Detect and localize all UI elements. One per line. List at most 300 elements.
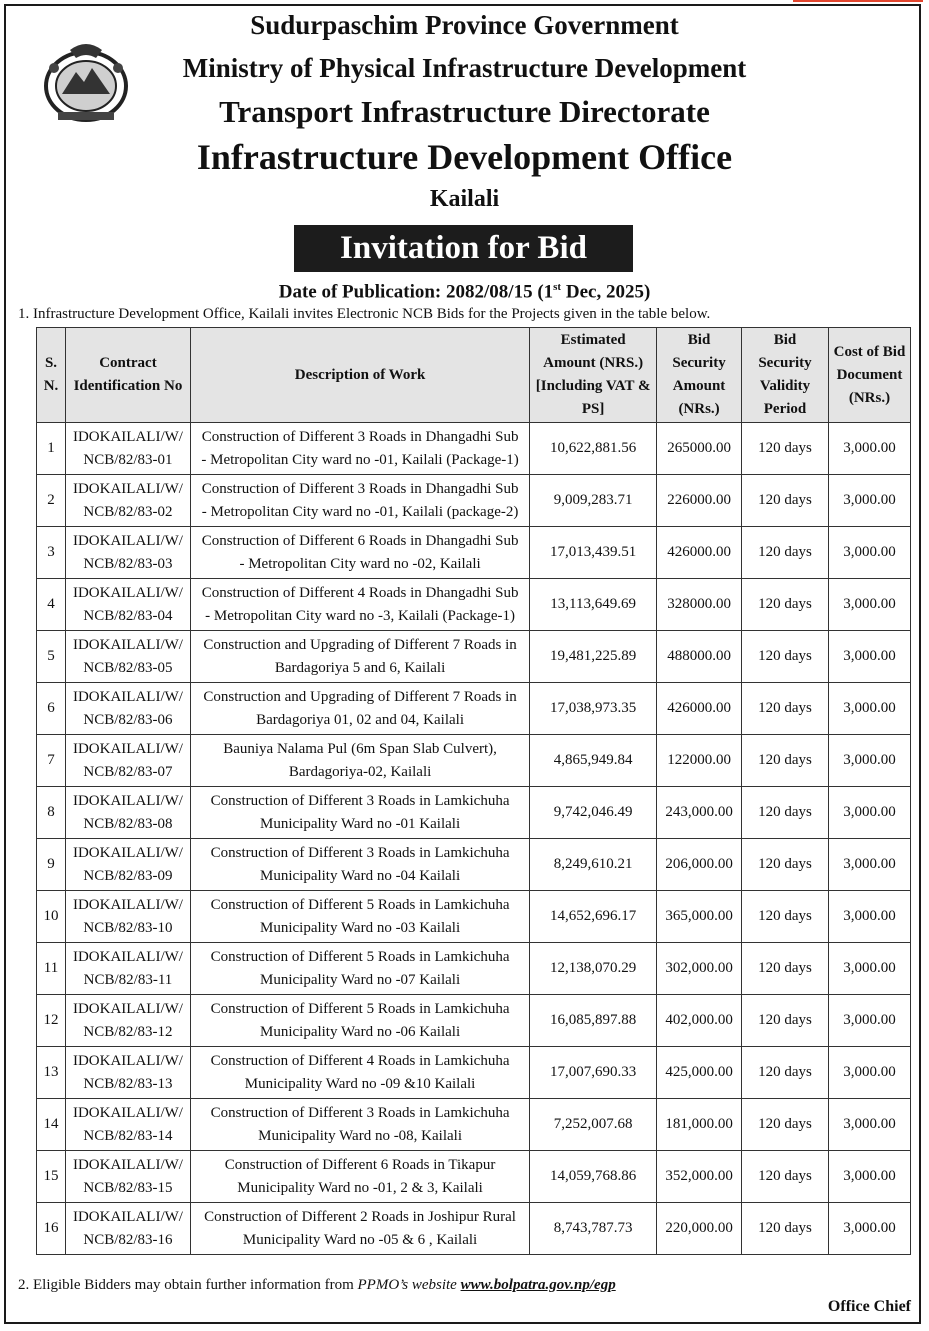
cell-bid-security <box>657 631 742 683</box>
cell-cost <box>828 1203 910 1255</box>
cell-contract-id <box>65 683 190 735</box>
egp-link[interactable]: www.bolpatra.gov.np/egp <box>460 1277 616 1293</box>
cell-contract-id <box>65 579 190 631</box>
cell-description-text: Construction of Different 6 Roads in Dhangadhi Sub <box>201 532 519 549</box>
cell-contract-id-text: NCB/82/83-09 <box>83 867 173 884</box>
cell-bid-security-text: 328000.00 <box>667 596 731 612</box>
cell-description-text: Construction of Different 3 Roads in Lamkichuha <box>210 792 510 809</box>
cell-validity-text: 120 days <box>758 1168 812 1184</box>
cell-description-text: - Metropolitan City ward no -02, Kailali <box>239 555 481 572</box>
cell-description-text: Municipality Ward no -05 & 6 , Kailali <box>242 1231 478 1248</box>
cell-validity-text: 120 days <box>758 1220 812 1236</box>
cell-cost <box>828 683 910 735</box>
cell-sn-text: 11 <box>43 960 59 976</box>
cell-estimated-amount-text: 9,009,283.71 <box>553 492 633 508</box>
publication-label: Date of Publication: <box>278 281 442 303</box>
cell-cost <box>828 1099 910 1151</box>
cell-bid-security <box>657 683 742 735</box>
cell-validity-text: 120 days <box>758 908 812 924</box>
table-row <box>37 839 911 891</box>
cell-bid-security <box>657 943 742 995</box>
cell-description <box>190 527 529 579</box>
cell-contract-id-text: NCB/82/83-12 <box>83 1023 173 1040</box>
header-estimated-amount: Estimated Amount (NRS.) [Including VAT & PS] <box>530 328 657 423</box>
cell-cost <box>828 1151 910 1203</box>
cell-description-text: Construction of Different 2 Roads in Joshipur Rural <box>204 1208 516 1225</box>
cell-bid-security <box>657 423 742 475</box>
district-name: Kailali <box>429 186 500 212</box>
cell-contract-id-text: IDOKAILALI/W/ <box>72 584 183 601</box>
cell-cost <box>828 995 910 1047</box>
cell-contract-id-text: IDOKAILALI/W/ <box>72 636 183 653</box>
cell-sn <box>37 475 66 527</box>
table-row <box>37 891 911 943</box>
cell-sn-text: 7 <box>47 752 55 768</box>
cell-bid-security <box>657 735 742 787</box>
cell-estimated-amount <box>530 1151 657 1203</box>
cell-estimated-amount <box>530 943 657 995</box>
header-cost: Cost of Bid Document (NRs.) <box>828 328 910 423</box>
cell-description-text: Municipality Ward no -07 Kailali <box>259 971 461 988</box>
cell-contract-id-text: IDOKAILALI/W/ <box>72 1156 183 1173</box>
cell-validity <box>742 995 829 1047</box>
cell-validity <box>742 787 829 839</box>
cell-contract-id-text: IDOKAILALI/W/ <box>72 1208 183 1225</box>
cell-description-text: Construction of Different 6 Roads in Tikapur <box>224 1156 496 1173</box>
header-description: Description of Work <box>190 328 529 423</box>
cell-description <box>190 631 529 683</box>
cell-estimated-amount <box>530 787 657 839</box>
cell-cost <box>828 423 910 475</box>
cell-validity <box>742 423 829 475</box>
cell-description <box>190 475 529 527</box>
cell-validity-text: 120 days <box>758 1064 812 1080</box>
cell-bid-security <box>657 1151 742 1203</box>
cell-cost-text: 3,000.00 <box>843 544 896 560</box>
cell-cost <box>828 475 910 527</box>
cell-contract-id <box>65 787 190 839</box>
cell-bid-security <box>657 995 742 1047</box>
cell-cost-text: 3,000.00 <box>843 752 896 768</box>
cell-description-text: Construction of Different 4 Roads in Lamkichuha <box>210 1052 510 1069</box>
cell-contract-id <box>65 631 190 683</box>
cell-contract-id-text: NCB/82/83-13 <box>83 1075 173 1092</box>
cell-sn-text: 5 <box>47 648 55 664</box>
cell-validity-text: 120 days <box>758 440 812 456</box>
cell-estimated-amount-text: 13,113,649.69 <box>550 596 636 612</box>
cell-estimated-amount <box>530 631 657 683</box>
cell-bid-security-text: 220,000.00 <box>665 1220 733 1236</box>
cell-description-text: Construction and Upgrading of Different 7 Roads in <box>203 636 517 653</box>
bid-table <box>36 327 911 1255</box>
cell-sn <box>37 423 66 475</box>
cell-estimated-amount <box>530 579 657 631</box>
cell-sn <box>37 891 66 943</box>
cell-bid-security-text: 426000.00 <box>667 544 731 560</box>
cell-cost-text: 3,000.00 <box>843 1220 896 1236</box>
cell-sn <box>37 579 66 631</box>
cell-estimated-amount-text: 9,742,046.49 <box>553 804 633 820</box>
cell-estimated-amount <box>530 735 657 787</box>
cell-estimated-amount-text: 19,481,225.89 <box>550 648 637 664</box>
table-row <box>37 995 911 1047</box>
cell-bid-security-text: 243,000.00 <box>665 804 733 820</box>
cell-contract-id-text: NCB/82/83-02 <box>83 503 173 520</box>
cell-description-text: Municipality Ward no -01 Kailali <box>259 815 461 832</box>
cell-cost <box>828 839 910 891</box>
cell-sn-text: 3 <box>47 544 55 560</box>
header-validity: Bid Security Validity Period <box>742 328 829 423</box>
cell-estimated-amount <box>530 995 657 1047</box>
cell-validity <box>742 579 829 631</box>
cell-validity-text: 120 days <box>758 804 812 820</box>
cell-sn-text: 12 <box>43 1012 59 1028</box>
cell-contract-id-text: IDOKAILALI/W/ <box>72 1104 183 1121</box>
cell-validity <box>742 1203 829 1255</box>
cell-description-text: Construction of Different 3 Roads in Dhangadhi Sub <box>201 480 519 497</box>
directorate-name: Transport Infrastructure Directorate <box>219 94 710 129</box>
cell-validity <box>742 527 829 579</box>
cell-cost-text: 3,000.00 <box>843 492 896 508</box>
cell-estimated-amount-text: 12,138,070.29 <box>550 960 637 976</box>
cell-cost-text: 3,000.00 <box>843 804 896 820</box>
table-row <box>37 527 911 579</box>
cell-contract-id-text: NCB/82/83-07 <box>83 763 173 780</box>
cell-bid-security <box>657 475 742 527</box>
cell-cost-text: 3,000.00 <box>843 1012 896 1028</box>
cell-description <box>190 943 529 995</box>
cell-bid-security-text: 426000.00 <box>667 700 731 716</box>
cell-contract-id-text: IDOKAILALI/W/ <box>72 948 183 965</box>
cell-contract-id-text: NCB/82/83-14 <box>83 1127 173 1144</box>
cell-estimated-amount <box>530 891 657 943</box>
cell-contract-id <box>65 423 190 475</box>
invitation-note: 1. Infrastructure Development Office, Kailali invites Electronic NCB Bids for the Projects given in the table below. <box>18 306 711 322</box>
cell-contract-id-text: IDOKAILALI/W/ <box>72 428 183 445</box>
info-note-prefix: 2. Eligible Bidders may obtain further information from <box>18 1277 358 1293</box>
top-accent-strip <box>793 0 923 2</box>
cell-description <box>190 735 529 787</box>
cell-description-text: Municipality Ward no -03 Kailali <box>259 919 461 936</box>
cell-description-text: - Metropolitan City ward no -3, Kailali (Package-1) <box>205 607 516 624</box>
cell-bid-security-text: 265000.00 <box>667 440 731 456</box>
cell-bid-security-text: 352,000.00 <box>665 1168 733 1184</box>
cell-cost-text: 3,000.00 <box>843 960 896 976</box>
cell-description-text: Bardagoriya 5 and 6, Kailali <box>274 659 446 676</box>
publication-date: Date of Publication: 2082/08/15 (1st Dec, 2025) <box>278 281 651 303</box>
cell-cost-text: 3,000.00 <box>843 596 896 612</box>
cell-bid-security-text: 425,000.00 <box>665 1064 733 1080</box>
cell-cost-text: 3,000.00 <box>843 648 896 664</box>
cell-validity-text: 120 days <box>758 648 812 664</box>
cell-validity <box>742 1151 829 1203</box>
cell-sn <box>37 839 66 891</box>
cell-description-text: - Metropolitan City ward no -01, Kailali (package-2) <box>201 503 519 520</box>
cell-estimated-amount-text: 7,252,007.68 <box>553 1116 633 1132</box>
cell-contract-id <box>65 475 190 527</box>
cell-validity <box>742 1047 829 1099</box>
cell-description-text: Bauniya Nalama Pul (6m Span Slab Culvert), <box>223 740 497 757</box>
cell-sn-text: 6 <box>47 700 55 716</box>
cell-sn-text: 1 <box>47 440 55 456</box>
cell-sn-text: 16 <box>43 1220 59 1236</box>
cell-description-text: Municipality Ward no -06 Kailali <box>259 1023 461 1040</box>
cell-sn <box>37 1203 66 1255</box>
cell-cost <box>828 735 910 787</box>
table-row <box>37 423 911 475</box>
cell-description-text: Construction of Different 5 Roads in Lamkichuha <box>210 896 510 913</box>
cell-sn-text: 13 <box>43 1064 59 1080</box>
publication-date-day: 1 <box>543 281 554 303</box>
cell-cost-text: 3,000.00 <box>843 440 896 456</box>
cell-bid-security-text: 302,000.00 <box>665 960 733 976</box>
cell-description <box>190 787 529 839</box>
cell-contract-id-text: NCB/82/83-01 <box>83 451 173 468</box>
cell-sn-text: 10 <box>43 908 59 924</box>
cell-estimated-amount <box>530 475 657 527</box>
cell-validity-text: 120 days <box>758 492 812 508</box>
cell-validity-text: 120 days <box>758 752 812 768</box>
cell-sn <box>37 631 66 683</box>
table-row <box>37 735 911 787</box>
signature: Office Chief <box>827 1298 911 1315</box>
cell-description <box>190 579 529 631</box>
cell-estimated-amount-text: 8,249,610.21 <box>553 856 633 872</box>
cell-contract-id-text: IDOKAILALI/W/ <box>72 792 183 809</box>
publication-date-bs: 2082/08/15 <box>446 281 533 303</box>
cell-validity <box>742 631 829 683</box>
header-contract-id: Contract Identification No <box>65 328 190 423</box>
cell-contract-id <box>65 943 190 995</box>
cell-validity <box>742 891 829 943</box>
cell-contract-id-text: NCB/82/83-05 <box>83 659 173 676</box>
cell-estimated-amount-text: 17,007,690.33 <box>550 1064 637 1080</box>
table-row <box>37 1151 911 1203</box>
cell-description-text: Construction of Different 5 Roads in Lamkichuha <box>210 1000 510 1017</box>
cell-bid-security <box>657 787 742 839</box>
table-row <box>37 475 911 527</box>
cell-description <box>190 1099 529 1151</box>
cell-bid-security <box>657 1203 742 1255</box>
cell-estimated-amount-text: 17,038,973.35 <box>550 700 637 716</box>
cell-validity <box>742 735 829 787</box>
cell-contract-id-text: NCB/82/83-03 <box>83 555 173 572</box>
cell-sn <box>37 1047 66 1099</box>
table-row <box>37 1203 911 1255</box>
cell-bid-security-text: 402,000.00 <box>665 1012 733 1028</box>
cell-description-text: Bardagoriya 01, 02 and 04, Kailali <box>256 711 464 728</box>
cell-bid-security <box>657 527 742 579</box>
cell-cost <box>828 631 910 683</box>
cell-cost <box>828 891 910 943</box>
cell-description <box>190 1151 529 1203</box>
cell-contract-id <box>65 1203 190 1255</box>
cell-estimated-amount <box>530 839 657 891</box>
table-header-row <box>37 328 911 423</box>
cell-bid-security <box>657 579 742 631</box>
cell-contract-id-text: NCB/82/83-08 <box>83 815 173 832</box>
table-row <box>37 1099 911 1151</box>
table-row <box>37 683 911 735</box>
cell-estimated-amount <box>530 1047 657 1099</box>
cell-validity <box>742 475 829 527</box>
table-row <box>37 943 911 995</box>
cell-cost <box>828 943 910 995</box>
cell-bid-security-text: 206,000.00 <box>665 856 733 872</box>
cell-sn <box>37 735 66 787</box>
cell-description <box>190 839 529 891</box>
cell-validity <box>742 839 829 891</box>
table-row <box>37 787 911 839</box>
table-row <box>37 1047 911 1099</box>
cell-description <box>190 995 529 1047</box>
header-bid-security: Bid Security Amount (NRs.) <box>657 328 742 423</box>
cell-validity-text: 120 days <box>758 1012 812 1028</box>
cell-contract-id <box>65 995 190 1047</box>
cell-cost-text: 3,000.00 <box>843 1116 896 1132</box>
cell-validity-text: 120 days <box>758 544 812 560</box>
cell-sn <box>37 995 66 1047</box>
cell-cost-text: 3,000.00 <box>843 908 896 924</box>
cell-sn-text: 8 <box>47 804 55 820</box>
cell-description-text: - Metropolitan City ward no -01, Kailali (Package-1) <box>201 451 519 468</box>
cell-contract-id-text: IDOKAILALI/W/ <box>72 688 183 705</box>
cell-bid-security-text: 365,000.00 <box>665 908 733 924</box>
cell-contract-id-text: NCB/82/83-06 <box>83 711 173 728</box>
cell-estimated-amount-text: 14,059,768.86 <box>550 1168 637 1184</box>
cell-cost <box>828 527 910 579</box>
cell-description-text: Municipality Ward no -08, Kailali <box>258 1127 463 1144</box>
province-name: Sudurpaschim Province Government <box>250 10 679 40</box>
cell-contract-id <box>65 891 190 943</box>
cell-cost-text: 3,000.00 <box>843 1064 896 1080</box>
cell-validity-text: 120 days <box>758 1116 812 1132</box>
cell-contract-id-text: NCB/82/83-11 <box>83 971 173 988</box>
cell-bid-security <box>657 1099 742 1151</box>
info-note-source: PPMO’s website <box>357 1277 461 1293</box>
table-row <box>37 631 911 683</box>
cell-estimated-amount <box>530 683 657 735</box>
cell-sn <box>37 943 66 995</box>
cell-contract-id-text: NCB/82/83-16 <box>83 1231 173 1248</box>
cell-description-text: Bardagoriya-02, Kailali <box>288 763 432 780</box>
cell-bid-security <box>657 839 742 891</box>
cell-sn-text: 2 <box>47 492 55 508</box>
cell-description-text: Municipality Ward no -01, 2 & 3, Kailali <box>237 1179 483 1196</box>
cell-contract-id-text: NCB/82/83-10 <box>83 919 173 936</box>
cell-estimated-amount-text: 8,743,787.73 <box>553 1220 633 1236</box>
cell-cost <box>828 1047 910 1099</box>
header-sn: S. N. <box>37 328 66 423</box>
cell-estimated-amount <box>530 423 657 475</box>
cell-contract-id-text: IDOKAILALI/W/ <box>72 1052 183 1069</box>
cell-bid-security <box>657 891 742 943</box>
cell-contract-id-text: IDOKAILALI/W/ <box>72 896 183 913</box>
cell-cost-text: 3,000.00 <box>843 700 896 716</box>
table-body <box>37 423 911 1255</box>
cell-estimated-amount-text: 4,865,949.84 <box>553 752 633 768</box>
cell-description-text: Municipality Ward no -09 &10 Kailali <box>244 1075 476 1092</box>
cell-contract-id-text: IDOKAILALI/W/ <box>72 1000 183 1017</box>
cell-estimated-amount <box>530 1203 657 1255</box>
cell-sn <box>37 1099 66 1151</box>
cell-contract-id-text: NCB/82/83-15 <box>83 1179 173 1196</box>
cell-sn <box>37 527 66 579</box>
cell-sn-text: 14 <box>43 1116 59 1132</box>
cell-description-text: Construction and Upgrading of Different 7 Roads in <box>203 688 517 705</box>
cell-bid-security-text: 226000.00 <box>667 492 731 508</box>
cell-validity <box>742 1099 829 1151</box>
cell-sn <box>37 787 66 839</box>
cell-contract-id-text: IDOKAILALI/W/ <box>72 480 183 497</box>
cell-sn <box>37 1151 66 1203</box>
cell-validity <box>742 683 829 735</box>
notice-title: Invitation for Bid <box>294 225 633 272</box>
cell-contract-id <box>65 839 190 891</box>
cell-description <box>190 1047 529 1099</box>
cell-estimated-amount-text: 17,013,439.51 <box>550 544 637 560</box>
cell-description <box>190 423 529 475</box>
cell-description <box>190 683 529 735</box>
cell-bid-security-text: 488000.00 <box>667 648 731 664</box>
publication-date-suffix: st <box>553 281 562 293</box>
cell-estimated-amount <box>530 527 657 579</box>
cell-validity-text: 120 days <box>758 596 812 612</box>
cell-description-text: Construction of Different 4 Roads in Dhangadhi Sub <box>201 584 519 601</box>
cell-description-text: Construction of Different 3 Roads in Dhangadhi Sub <box>201 428 519 445</box>
cell-validity-text: 120 days <box>758 960 812 976</box>
table-row <box>37 579 911 631</box>
cell-description-text: Construction of Different 3 Roads in Lamkichuha <box>210 844 510 861</box>
cell-description <box>190 1203 529 1255</box>
cell-estimated-amount-text: 14,652,696.17 <box>550 908 637 924</box>
cell-cost <box>828 787 910 839</box>
cell-contract-id-text: IDOKAILALI/W/ <box>72 532 183 549</box>
cell-sn-text: 4 <box>47 596 55 612</box>
office-name: Infrastructure Development Office <box>196 137 733 177</box>
cell-cost-text: 3,000.00 <box>843 856 896 872</box>
cell-bid-security-text: 181,000.00 <box>665 1116 733 1132</box>
cell-description <box>190 891 529 943</box>
cell-sn-text: 15 <box>43 1168 59 1184</box>
cell-contract-id <box>65 1151 190 1203</box>
cell-contract-id-text: IDOKAILALI/W/ <box>72 740 183 757</box>
cell-contract-id <box>65 735 190 787</box>
cell-description-text: Construction of Different 3 Roads in Lamkichuha <box>210 1104 510 1121</box>
cell-cost-text: 3,000.00 <box>843 1168 896 1184</box>
cell-contract-id <box>65 1099 190 1151</box>
cell-contract-id <box>65 527 190 579</box>
cell-estimated-amount-text: 16,085,897.88 <box>550 1012 637 1028</box>
publication-date-rest: Dec, 2025 <box>565 281 644 303</box>
cell-sn-text: 9 <box>47 856 55 872</box>
cell-estimated-amount <box>530 1099 657 1151</box>
cell-description-text: Construction of Different 5 Roads in Lamkichuha <box>210 948 510 965</box>
cell-bid-security <box>657 1047 742 1099</box>
info-note <box>18 1277 616 1294</box>
cell-validity-text: 120 days <box>758 700 812 716</box>
cell-validity <box>742 943 829 995</box>
ministry-name: Ministry of Physical Infrastructure Development <box>182 53 747 83</box>
cell-estimated-amount-text: 10,622,881.56 <box>550 440 637 456</box>
cell-sn <box>37 683 66 735</box>
cell-contract-id-text: NCB/82/83-04 <box>83 607 173 624</box>
cell-cost <box>828 579 910 631</box>
cell-bid-security-text: 122000.00 <box>667 752 731 768</box>
cell-validity-text: 120 days <box>758 856 812 872</box>
cell-contract-id <box>65 1047 190 1099</box>
cell-description-text: Municipality Ward no -04 Kailali <box>259 867 461 884</box>
